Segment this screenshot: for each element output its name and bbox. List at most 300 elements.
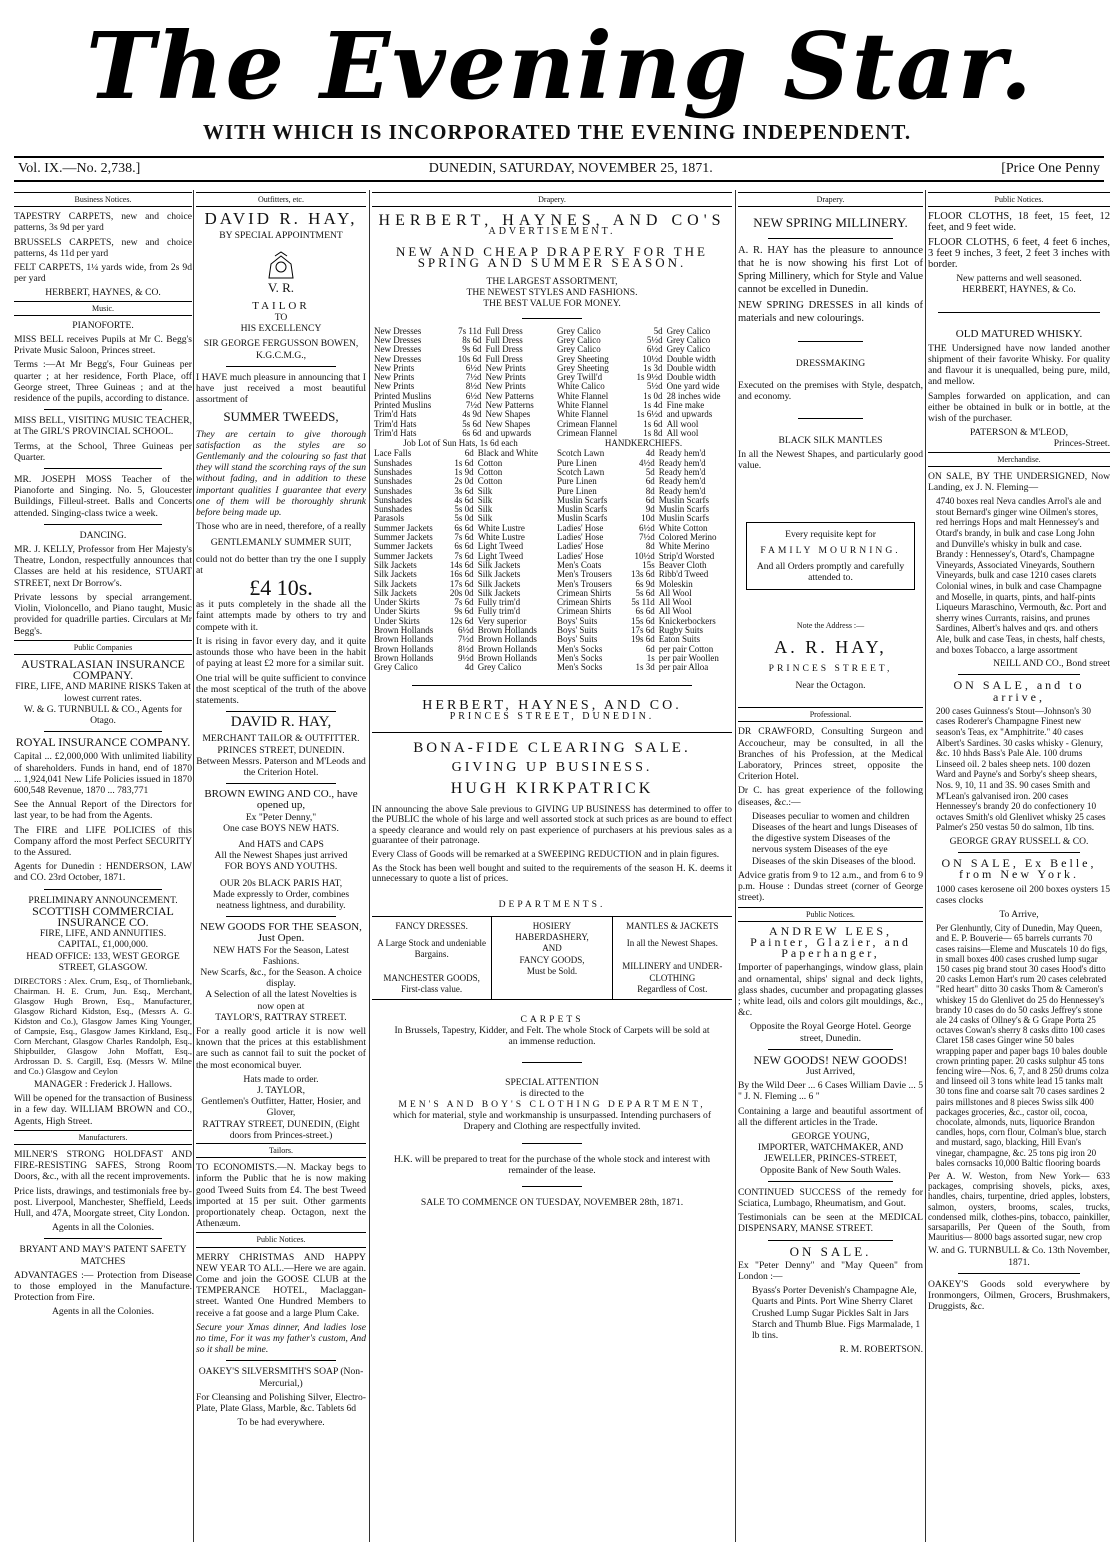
price-cell: 1s	[646, 652, 655, 663]
ad-text: HIS EXCELLENCY	[240, 323, 322, 335]
column-3	[372, 190, 732, 1550]
ad-text: Executed on the premises with Style, despatch, and economy.	[738, 379, 923, 402]
ad-text: MANAGER : Frederick J. Hallows.	[33, 1078, 173, 1090]
price-cell: Grey Calico	[557, 344, 601, 355]
section-header: Drapery.	[372, 192, 732, 207]
price-cell: Men's Trousers	[557, 578, 612, 589]
ad-text: It is rising in favor every day, and it quite astounds those who have been in the habit of paying at least £2 more for a similar suit.	[196, 635, 366, 670]
price-cell: 5s 0d	[454, 504, 474, 515]
ad-text: DIRECTORS : Alex. Crum, Esq., of Thornliebank, Chairman. H. E. Crum, Jun. Esq., Merchant, Glasgow Hugh Brown, Esq., Manufacturer, Glasgow Richard Kidston, Esq., (Messrs A. G. Kidston and Co.), Glasgow James King Younger, of Campsie, Esq., Glasgow James Kirkland, Esq., Corn Merchant, Glasgow Charles Randolph, Esq., Shipbuilder, Glasgow John Moffatt, Esq., Ardrossan D. S. Cargill, Esq. (Messrs W. Milne and Co.) Glasgow and Ceylon	[14, 975, 192, 1076]
price-cell: White Merino	[658, 541, 710, 552]
dept-name: MANTLES & JACKETS	[626, 920, 719, 931]
ad-subheading: ADVERTISEMENT.	[488, 226, 616, 238]
price-cell: 15s	[642, 559, 655, 570]
ad-text: HANDKERCHIEFS.	[604, 438, 683, 449]
ad-text: See the Annual Report of the Directors for last year, to be had from the Agents.	[14, 799, 192, 822]
divider	[226, 783, 336, 784]
price-cell: 4s 6d	[454, 494, 474, 505]
ad-text: Agents in all the Colonies.	[51, 1222, 155, 1234]
price-cell: 19s 6d	[630, 634, 655, 645]
advertiser: R. M. ROBERTSON.	[839, 1344, 923, 1356]
box-text: And all Orders promptly and carefully attended to.	[756, 561, 905, 584]
section-header: Music.	[14, 301, 192, 316]
ad-heading: SPECIAL ATTENTION	[505, 1076, 599, 1088]
price-row	[555, 663, 732, 672]
ad-text: Made expressly to Order, combines neatness lightness, and durability.	[212, 888, 350, 911]
price-cell: Ladies' Hose	[557, 532, 604, 543]
ad-text: PRINCES STREET, DUNEDIN.	[217, 744, 345, 756]
ad-text: 1000 cases kerosene oil 200 boxes oysters 15 cases clocks	[936, 883, 1110, 906]
price-cell: Sunshades	[374, 494, 412, 505]
date: DUNEDIN, SATURDAY, NOVEMBER 25, 1871.	[428, 161, 713, 176]
ad-text: The FIRE and LIFE POLICIES of this Company afford the most Perfect SECURITY to the Assured.	[14, 824, 192, 858]
ad-text: Capital ... £2,000,000 With unlimited liability of shareholders. Funds in hand, end of 1870 ... 1,924,041 New Life Policies issued in 1870 600,548 Revenue, 1870 ... 783,771	[14, 751, 192, 796]
advertiser: HERBERT, HAYNES, & Co.	[962, 284, 1076, 296]
price-cell: 1s 3d	[643, 362, 663, 373]
divider	[44, 889, 162, 890]
ad-text: TAYLOR'S, RATTRAY STREET.	[215, 1011, 347, 1023]
ad-heading: A. R. HAY,	[774, 636, 887, 657]
ad-text: In Brussels, Tapestry, Kidder, and Felt. The whole Stock of Carpets will be sold at an immense reduction.	[394, 1025, 710, 1048]
section-header: Professional.	[738, 707, 923, 722]
section-header: Manufacturers.	[14, 1130, 192, 1145]
ad-heading: HERBERT, HAYNES, AND CO'S	[378, 212, 726, 230]
price-cell: Grey Sheeting	[557, 362, 609, 373]
ad-text: IN announcing the above Sale previous to GIVING UP BUSINESS has determined to offer to the PUBLIC the whole of his large and well assorted stock at such prices as are bound to effect a speedy clearance and would rely on past experience of purchasers at his previous sales as a guarantee of their patronage.	[372, 804, 732, 847]
ad-text: Terms, at the School, Three Guineas per Quarter.	[14, 440, 192, 463]
ad-text: THE NEWEST STYLES AND FASHIONS.	[466, 287, 638, 299]
price-cell: 5d	[645, 466, 655, 477]
price-cell: 1s 6d	[643, 418, 663, 429]
price-cell: New Dresses	[374, 344, 422, 355]
price-cell: Sunshades	[374, 466, 412, 477]
price-cell: 5½d	[646, 334, 663, 345]
price-cell: Pure Linen	[557, 457, 597, 468]
ad-text: Between Messrs. Paterson and M'Leods and the Criterion Hotel.	[196, 755, 366, 778]
price-cell: Silk Jackets	[477, 569, 521, 580]
ad-text: Testimonials can be seen at the MEDICAL DISPENSARY, MANSE STREET.	[738, 1212, 923, 1235]
price-cell: Sunshades	[374, 457, 412, 468]
price-cell: Brown Hollands	[477, 652, 537, 663]
price-cell: Muslin Scarfs	[658, 504, 709, 515]
ad-text: New patterns and well seasoned.	[956, 273, 1082, 285]
ad-text: Price lists, drawings, and testimonials free by-post. Liverpool, Manchester, Sheffield, Leeds Hull, and 47A, Moorgate street, City London.	[14, 1185, 192, 1220]
price-cell: Crimean Flannel	[557, 418, 618, 429]
price-cell: 13s 6d	[630, 569, 655, 580]
price-cell: Cotton	[477, 476, 503, 487]
divider	[44, 1238, 162, 1239]
ad-heading: SUMMER TWEEDS,	[223, 409, 339, 425]
price-cell: Muslin Scarfs	[557, 494, 608, 505]
price-cell: 9d	[645, 504, 655, 515]
price-cell: Grey Calico	[477, 662, 522, 673]
divider	[798, 341, 863, 342]
price-cell: Summer Jackets	[374, 550, 433, 561]
price-cell: 1s 6d	[454, 457, 474, 468]
price-cell: 10½d	[634, 550, 655, 561]
ad-text: MR. J. KELLY, Professor from Her Majesty's Theatre, London, respectfully announces that Classes are held at his residence, STUART STREET, next Dr Borrow's.	[14, 544, 192, 589]
ad-heading: ON SALE.	[789, 1243, 872, 1259]
price-cell: 17s 6d	[630, 625, 655, 636]
price-cell: Rugby Suits	[658, 625, 703, 636]
price-cell: 8d	[645, 541, 655, 552]
divider	[372, 999, 732, 1000]
price-cell: 7½d	[457, 634, 474, 645]
royal-arms	[196, 250, 366, 293]
ad-text: MR. JOSEPH MOSS Teacher of the Pianoforte and Singing. No. 5, Gloucester Buildings, Filleul-street. Balls and Concerts attended. Singing-class twice a week.	[14, 474, 192, 519]
ad-text: Opposite Bank of New South Wales.	[760, 1164, 901, 1176]
price-cell: 1s 9½d	[636, 372, 663, 383]
price-cell: Ladies' Hose	[557, 550, 604, 561]
price-cell: 7½d	[465, 400, 482, 410]
ad-heading: ON SALE, Ex Belle, from New York.	[941, 856, 1097, 882]
price-cell: 7½d	[465, 372, 482, 383]
price-cell: Colored Merino	[658, 532, 717, 543]
price-cell: 6d	[464, 448, 474, 459]
ad-text: PRINCES STREET,	[768, 662, 893, 674]
price-cell: Under Skirts	[374, 606, 420, 617]
price-table-left	[372, 327, 549, 439]
ad-heading: BRYANT AND MAY'S PATENT SAFETY MATCHES	[19, 1244, 187, 1267]
price-cell: 9s 6d	[454, 606, 474, 617]
price-cell: One yard wide	[666, 381, 720, 392]
ad-text: Diseases peculiar to women and children Diseases of the heart and lungs Diseases of the digestive system Diseases of the nervous system Diseases of the eye Diseases of the skin Diseases of the blood.	[752, 810, 918, 867]
price-cell: 8½d	[457, 643, 474, 654]
ad-text: as it puts completely in the shade all the faint attempts made by others to try and compete with it.	[196, 599, 366, 633]
price-cell: Silk Jackets	[374, 559, 417, 570]
section-header: Public Notices.	[738, 907, 923, 922]
price-cell: Under Skirts	[374, 615, 420, 626]
price-cell: 10s 6d	[457, 353, 482, 364]
ad-text: Note the Address :—	[796, 621, 865, 631]
column-rule	[369, 190, 370, 1542]
advertiser: NEILL AND CO., Bond street	[993, 658, 1110, 670]
ad-heading: GIVING UP BUSINESS.	[451, 760, 653, 776]
ad-heading: SCOTTISH COMMERCIAL INSURANCE CO.	[32, 903, 174, 929]
ad-heading: BROWN EWING AND CO., have opened up,	[204, 788, 358, 812]
ad-text: Those who are in need, therefore, of a really	[196, 521, 366, 533]
section-header: Public Notices.	[928, 192, 1110, 207]
ad-text: BRUSSELS CARPETS, new and choice patterns, 4s 11d per yard	[14, 236, 192, 259]
column-rule	[193, 190, 194, 1542]
ad-text: Importer of paperhangings, window glass, plain and ornamental, ships' signal and deck lights, glass shades, cucumber and propagating glasses ; white lead, oils and colors gilt mouldings, &c., &c.	[738, 962, 923, 1019]
divider	[768, 1240, 893, 1241]
ad-text: I HAVE much pleasure in announcing that I have just received a most beautiful assortment of	[196, 371, 366, 406]
ad-text: MISS BELL, VISITING MUSIC TEACHER, at The GIRL'S PROVINCIAL SCHOOL.	[14, 415, 192, 438]
ad-text: For a really good article it is now well known that the prices at this establishment are such as cannot fail to suit the pocket of the most economical buyer.	[196, 1025, 366, 1071]
ad-text: PRINCES STREET, DUNEDIN.	[449, 710, 655, 722]
price-cell: Grey Twill'd	[557, 372, 603, 383]
ad-heading: DRESSMAKING	[795, 358, 866, 370]
price-cell: Pure Linen	[557, 476, 597, 487]
section-header: Business Notices.	[14, 192, 192, 207]
price-cell: Full Dress	[485, 353, 523, 364]
price-cell: New Shapes	[485, 418, 531, 429]
ad-text: THE BEST VALUE FOR MONEY.	[483, 298, 621, 310]
divider	[372, 732, 732, 733]
ad-text: Per A. W. Weston, from New York— 633 packages, comprising shovels, picks, axes, handles, chairs, turpentine, dried apples, lobsters, salmon, oysters, brooms, scales, trucks, condensed milk, clothes-pins, tobacco, painkiller, sarsaparills, Per Queen of the South, from Mauritius— 8000 bags assorted sugar, new crop	[928, 1171, 1110, 1243]
price-cell: 6½d	[638, 522, 655, 533]
divider	[226, 366, 336, 367]
price-cell: Under Skirts	[374, 597, 420, 608]
ad-text: Per Glenhuntly, City of Dunedin, May Queen, and E. P. Bouverie— 65 barrels currants 70 cases raisins—Eleme and Muscatels 10 do figs, in small boxes 400 cases crushed lump sugar 150 cases pig brand stout 30 cases Hood's ditto 20 casks Lemon Hart's rum 20 cases celebrated "Red heart" ditto 30 casks Thom & Cameron's whiskey 15 do Glenlivet do 25 do Hennessey's brandy 10 cases do do 50 casks Jeffrey's stone ale 24 casks of Ollney's & G Grape Porta 25 octaves Cowan's sherry 8 casks ditto 100 cases Claret 158 cases Ginger wine 50 bales wrapping paper and paper bags 10 bales double crown printing paper. 20 casks sulphur 45 tons fencing wire—Nos. 6, 7, and 8 250 drums colza and linseed oil 3 tons white lead 15 tanks malt 30 tons fine and coarse salt 70 cases sardines 2 pairs millstones and 8 pieces Swiss silk 400 packages groceries, &c., castor oil, cocoa, chocolate, almonds, nuts, liquorice Brandon candles, hops, corn flour, Colman's blue, starch and mustard, sago, blacking, Hill Evan's vinegar, champagne, &c. 25 tons pig iron 20 bales cornsacks 10,000 Baltic flooring boards	[936, 923, 1109, 1168]
price-cell: Brown Hollands	[477, 625, 537, 636]
ad-text: W. & G. TURNBULL & CO., Agents for Otago.	[23, 703, 183, 726]
price-cell: 10d	[641, 513, 655, 524]
price-cell: Cotton	[477, 457, 503, 468]
price-cell: Full Dress	[485, 325, 523, 336]
price-cell: 10½d	[642, 353, 663, 364]
price-cell: 1s 6½d	[636, 409, 663, 420]
price-cell: Grey Calico	[666, 344, 711, 355]
price-cell: 20s 0d	[449, 587, 474, 598]
ad-heading: NEW GOODS! NEW GOODS!	[753, 1052, 908, 1067]
ad-text: J. TAYLOR,	[256, 1085, 305, 1096]
price-cell: Ladies' Hose	[557, 522, 604, 533]
price-cell: Pure Linen	[557, 485, 597, 496]
dept-text: First-class value.	[401, 983, 463, 994]
vr-initials: V. R.	[267, 279, 295, 295]
ad-text: Will be opened for the transaction of Business in a few day. WILLIAM BROWN and CO., Agents, High Street.	[14, 1093, 192, 1127]
ad-heading: BLACK SILK MANTLES	[778, 435, 883, 447]
ad-text: Secure your Xmas dinner, And ladies lose no time, For it was my father's custom, And so it shall be mine.	[196, 1321, 366, 1356]
divider	[44, 468, 162, 469]
dateline-bar	[14, 156, 1104, 182]
ad-text: Opposite the Royal George Hotel. George street, Dunedin.	[749, 1021, 912, 1044]
ad-text: TAPESTRY CARPETS, new and choice patterns, 3s 9d per yard	[14, 211, 192, 234]
ad-text: They are certain to give thorough satisfaction as the styles are so Gentlemanly and the colouring so fast that they will stand the scorching rays of the sun without fading, and in addition to these important qualities I guarantee that every one of them will be thoroughly shrunk before being made up.	[196, 428, 366, 519]
price-cell: 1s 0d	[643, 390, 663, 401]
ad-text: Just Arrived,	[805, 1065, 856, 1077]
price-cell: Trim'd Hats	[374, 427, 417, 438]
price-cell: Crimean Shirts	[557, 597, 612, 608]
price-cell: Muslin Scarfs	[557, 513, 608, 524]
ad-text: MILNER'S STRONG HOLDFAST AND FIRE-RESISTING SAFES, Strong Room Doors, &c., with all the recent improvements.	[14, 1149, 192, 1183]
section-header: Tailors.	[196, 1143, 366, 1158]
ad-text: By the Wild Deer ... 6 Cases William Davie ... 5 " J. N. Fleming ... 6 "	[738, 1080, 923, 1103]
advertiser: W. and G. TURNBULL & Co. 13th November, 1871.	[928, 1245, 1110, 1268]
price-cell: 1s 4d	[643, 400, 663, 410]
price-cell: Fully trim'd	[477, 606, 521, 617]
price-cell: per pair Alloa	[658, 662, 709, 673]
price-cell: Silk Jackets	[374, 569, 417, 580]
price-cell: 4s 9d	[462, 409, 482, 420]
ad-heading: ANDREW LEES, Painter, Glazier, and Paperhanger,	[750, 923, 911, 961]
price-cell: 16s 6d	[449, 569, 474, 580]
price-cell: Sunshades	[374, 504, 412, 515]
advertiser: HERBERT, HAYNES, & CO.	[45, 287, 161, 299]
price-table-right	[555, 327, 732, 439]
price-cell: New Patterns	[485, 390, 534, 401]
price-table-left-2	[372, 449, 549, 672]
ad-text: Dr C. has great experience of the following diseases, &c.:—	[738, 785, 923, 808]
divider	[522, 1143, 582, 1144]
price-cell: Silk	[477, 504, 493, 515]
divider	[522, 1186, 582, 1187]
ad-heading: OAKEY'S SILVERSMITH'S SOAP (Non-Mercurial,)	[198, 1366, 364, 1389]
column-2	[196, 190, 366, 1550]
price-cell: 7s 6d	[454, 532, 474, 543]
divider	[958, 674, 1080, 675]
newspaper-title: The Evening Star.	[86, 12, 1034, 120]
divider	[226, 1360, 336, 1361]
price-cell: Grey Calico	[666, 325, 711, 336]
ad-text: OUR 20s BLACK PARIS HAT,	[219, 877, 343, 889]
dept-name: HABERDASHERY,	[515, 932, 589, 943]
price-cell: White Calico	[557, 381, 605, 392]
ad-heading: DANCING.	[79, 529, 127, 541]
dept-text: AND	[542, 943, 562, 954]
ad-heading: NEW SPRING MILLINERY.	[753, 215, 908, 231]
section-header: Drapery.	[738, 192, 923, 207]
ad-text: All the Newest Shapes just arrived	[214, 850, 348, 862]
price-cell: 9s 6d	[462, 344, 482, 355]
divider	[522, 318, 582, 319]
price-cell: 7s 6d	[454, 550, 474, 561]
ad-text: which for material, style and workmanship is unsurpassed. Intending purchasers of Drapery and Clothing are respectfully invited.	[392, 1110, 712, 1133]
dept-name: FANCY GOODS,	[519, 954, 585, 965]
price-cell: Men's Socks	[557, 652, 603, 663]
price-cell: Ready hem'd	[658, 448, 706, 459]
ad-text: CONTINUED SUCCESS of the remedy for Sciatica, Lumbago, Rheumatism, and Gout.	[738, 1186, 923, 1209]
price-cell: White Lustre	[477, 532, 525, 543]
ad-text: A. R. HAY has the pleasure to announce that he is now showing his first Lot of Spring Millinery, which for Style and Value cannot be excelled in Dunedin.	[738, 245, 923, 296]
price-cell: Ribb'd Tweed	[658, 569, 709, 580]
newspaper-subtitle: WITH WHICH IS INCORPORATED THE EVENING INDEPENDENT.	[202, 120, 912, 144]
price-cell: New Prints	[374, 372, 415, 383]
ad-text: THE LARGEST ASSORTMENT,	[486, 276, 618, 288]
price-cell: 28 inches wide	[666, 390, 721, 401]
price-cell: and upwards	[666, 409, 713, 420]
ad-text: FOR BOYS AND YOUTHS.	[224, 861, 338, 873]
price-cell: Summer Jackets	[374, 532, 433, 543]
price-cell: and upwards	[485, 427, 532, 438]
section-header: Outfitters, etc.	[196, 192, 366, 207]
ad-text: As the Stock has been well bought and suited to the requirements of the season H. K. deems it unnecessary to quote a list of prices.	[372, 863, 732, 885]
price-cell: Crimean Flannel	[557, 427, 618, 438]
price-cell: 1s 8d	[643, 427, 663, 438]
ad-text: 4740 boxes real Neva candles Arrol's ale and stout Bernard's ginger wine Oilmen's stores, red herrings Hops and malt Hennessey's and Otard's brandy, in bulk and case Long John and Dunville's whisky in bulk and case. Brandy : Hennessey's, Otard's, Champagne Vineyards, Associated Vineyards, Southern Vineyards, bulk and case 1210 cases clarets Colonial wines, in bulk and case Champagne and Moselle, in quarts, pints, and half-pints Liqueurs Maraschino, Vermouth, &c. Port and sherry wines Currants, raisins, and prunes Sardines, Albert's halves and qrs. and others Ale, bulk and case Teas, in chests, half chests, and boxes Tobacco, a large assortment	[936, 496, 1107, 655]
ad-text: Ex "Peter Denny" and "May Queen" from London :—	[738, 1259, 923, 1282]
box-heading: FAMILY MOURNING.	[760, 544, 901, 556]
price-cell: Brown Hollands	[374, 643, 434, 654]
ad-text: New Scarfs, &c., for the Season. A choice display.	[200, 966, 362, 990]
price-cell: Double width	[666, 372, 716, 383]
ad-text: NEW HATS For the Season, Latest Fashions.	[213, 944, 349, 967]
price-list	[372, 327, 732, 673]
price-cell: Boys' Suits	[557, 634, 598, 645]
price-cell: Fine make	[666, 400, 705, 410]
royal-crest-icon	[261, 250, 301, 282]
price-cell: Ready hem'd	[658, 457, 706, 468]
price-cell: New Prints	[485, 372, 526, 383]
advertiser: GEORGE GRAY RUSSELL & CO.	[949, 835, 1089, 847]
price-cell: White Flannel	[557, 390, 609, 401]
price-cell: Boys' Suits	[557, 625, 598, 636]
price-cell: New Patterns	[485, 400, 534, 410]
column-4	[738, 190, 923, 1550]
ad-heading: AUSTRALASIAN INSURANCE COMPANY.	[21, 656, 185, 683]
ad-text: CAPITAL, £1,000,000.	[57, 939, 149, 951]
ad-text: NEW SPRING DRESSES in all kinds of materials and new colourings.	[738, 300, 923, 325]
price-cell: 6d	[645, 476, 655, 487]
price-row	[372, 429, 549, 438]
price-cell: 2s 0d	[454, 476, 474, 487]
price-cell: Sunshades	[374, 476, 412, 487]
price-cell: 6s 6d	[462, 427, 482, 438]
price-cell: 6d	[645, 494, 655, 505]
price-cell: Silk Jackets	[374, 578, 417, 589]
divider	[226, 711, 336, 712]
price-cell: Silk	[477, 485, 493, 496]
price-cell: White Flannel	[557, 400, 609, 410]
column-1	[14, 190, 192, 1550]
price-cell: Trim'd Hats	[374, 418, 417, 429]
ad-text: Near the Octagon.	[795, 680, 866, 692]
price-cell: 6s 6d	[635, 606, 655, 617]
price-cell: Grey Calico	[374, 662, 418, 673]
ad-text: H.K. will be prepared to treat for the purchase of the whole stock and interest with remainder of the lease.	[393, 1153, 711, 1176]
price-cell: 5s 11d	[631, 597, 655, 608]
ad-heading: MEN'S AND BOY'S CLOTHING DEPARTMENT,	[398, 1098, 706, 1110]
price-cell: Crimean Shirts	[557, 587, 612, 598]
price-cell: 5s 0d	[454, 513, 474, 524]
price-cell: New Prints	[374, 362, 415, 373]
ad-text: A Selection of all the latest Novelties is now open at	[205, 989, 357, 1012]
price: [Price One Penny	[1001, 161, 1100, 176]
ad-text: Princes-Street.	[1053, 438, 1110, 450]
price-table-right-2	[555, 449, 732, 672]
divider	[768, 1049, 893, 1050]
price-cell: 17s 6d	[449, 578, 474, 589]
ad-heading: NEW GOODS FOR THE SEASON, Just Open.	[200, 921, 362, 945]
price-cell: Silk Jackets	[477, 559, 521, 570]
ad-text: BY SPECIAL APPOINTMENT	[219, 230, 343, 242]
ad-text: SIR GEORGE FERGUSSON BOWEN, K.G.C.M.G.,	[203, 338, 359, 361]
price-cell: New Dresses	[374, 325, 422, 336]
price-cell: 7s 6d	[454, 597, 474, 608]
price-cell: Double width	[666, 362, 716, 373]
price-cell: Ready hem'd	[658, 476, 706, 487]
price-cell: All wool	[666, 418, 699, 429]
divider	[938, 312, 1100, 313]
price-cell: New Dresses	[374, 334, 422, 345]
ad-text: In all the Newest Shapes, and particularly good value.	[738, 449, 923, 472]
ad-text: Every Class of Goods will be remarked at a SWEEPING REDUCTION and in plain figures.	[372, 849, 720, 860]
price-cell: Printed Muslins	[374, 400, 432, 410]
price-cell: 5½d	[646, 381, 663, 392]
price-cell: Scotch Lawn	[557, 448, 605, 459]
price-cell: 3s 6d	[454, 485, 474, 496]
price-cell: 6½d	[465, 362, 482, 373]
ad-text: Agents in all the Colonies.	[51, 1306, 155, 1318]
price-cell: 6½d	[465, 390, 482, 401]
price-cell: Ready hem'd	[658, 466, 706, 477]
ad-text: could not do better than try the one I supply at	[196, 553, 366, 576]
price-cell: Very superior	[477, 615, 527, 626]
ad-text: Samples forwarded on application, and can either be obtained in bulk or in bottle, at the wish of the purchaser.	[928, 390, 1110, 425]
dept-name: MANCHESTER GOODS,	[383, 972, 480, 983]
divider	[798, 418, 863, 419]
ad-text: RATTRAY STREET, DUNEDIN, (Eight doors from Princes-street.)	[202, 1118, 360, 1141]
ad-text: GEORGE YOUNG,	[791, 1130, 870, 1142]
divider	[958, 852, 1080, 853]
price-cell: Parasols	[374, 513, 404, 524]
divider	[768, 1181, 893, 1182]
ad-text: SALE TO COMMENCE ON TUESDAY, NOVEMBER 28th, 1871.	[420, 1196, 684, 1208]
ad-heading: DAVID R. HAY,	[204, 209, 358, 229]
price-cell: Double width	[666, 353, 716, 364]
